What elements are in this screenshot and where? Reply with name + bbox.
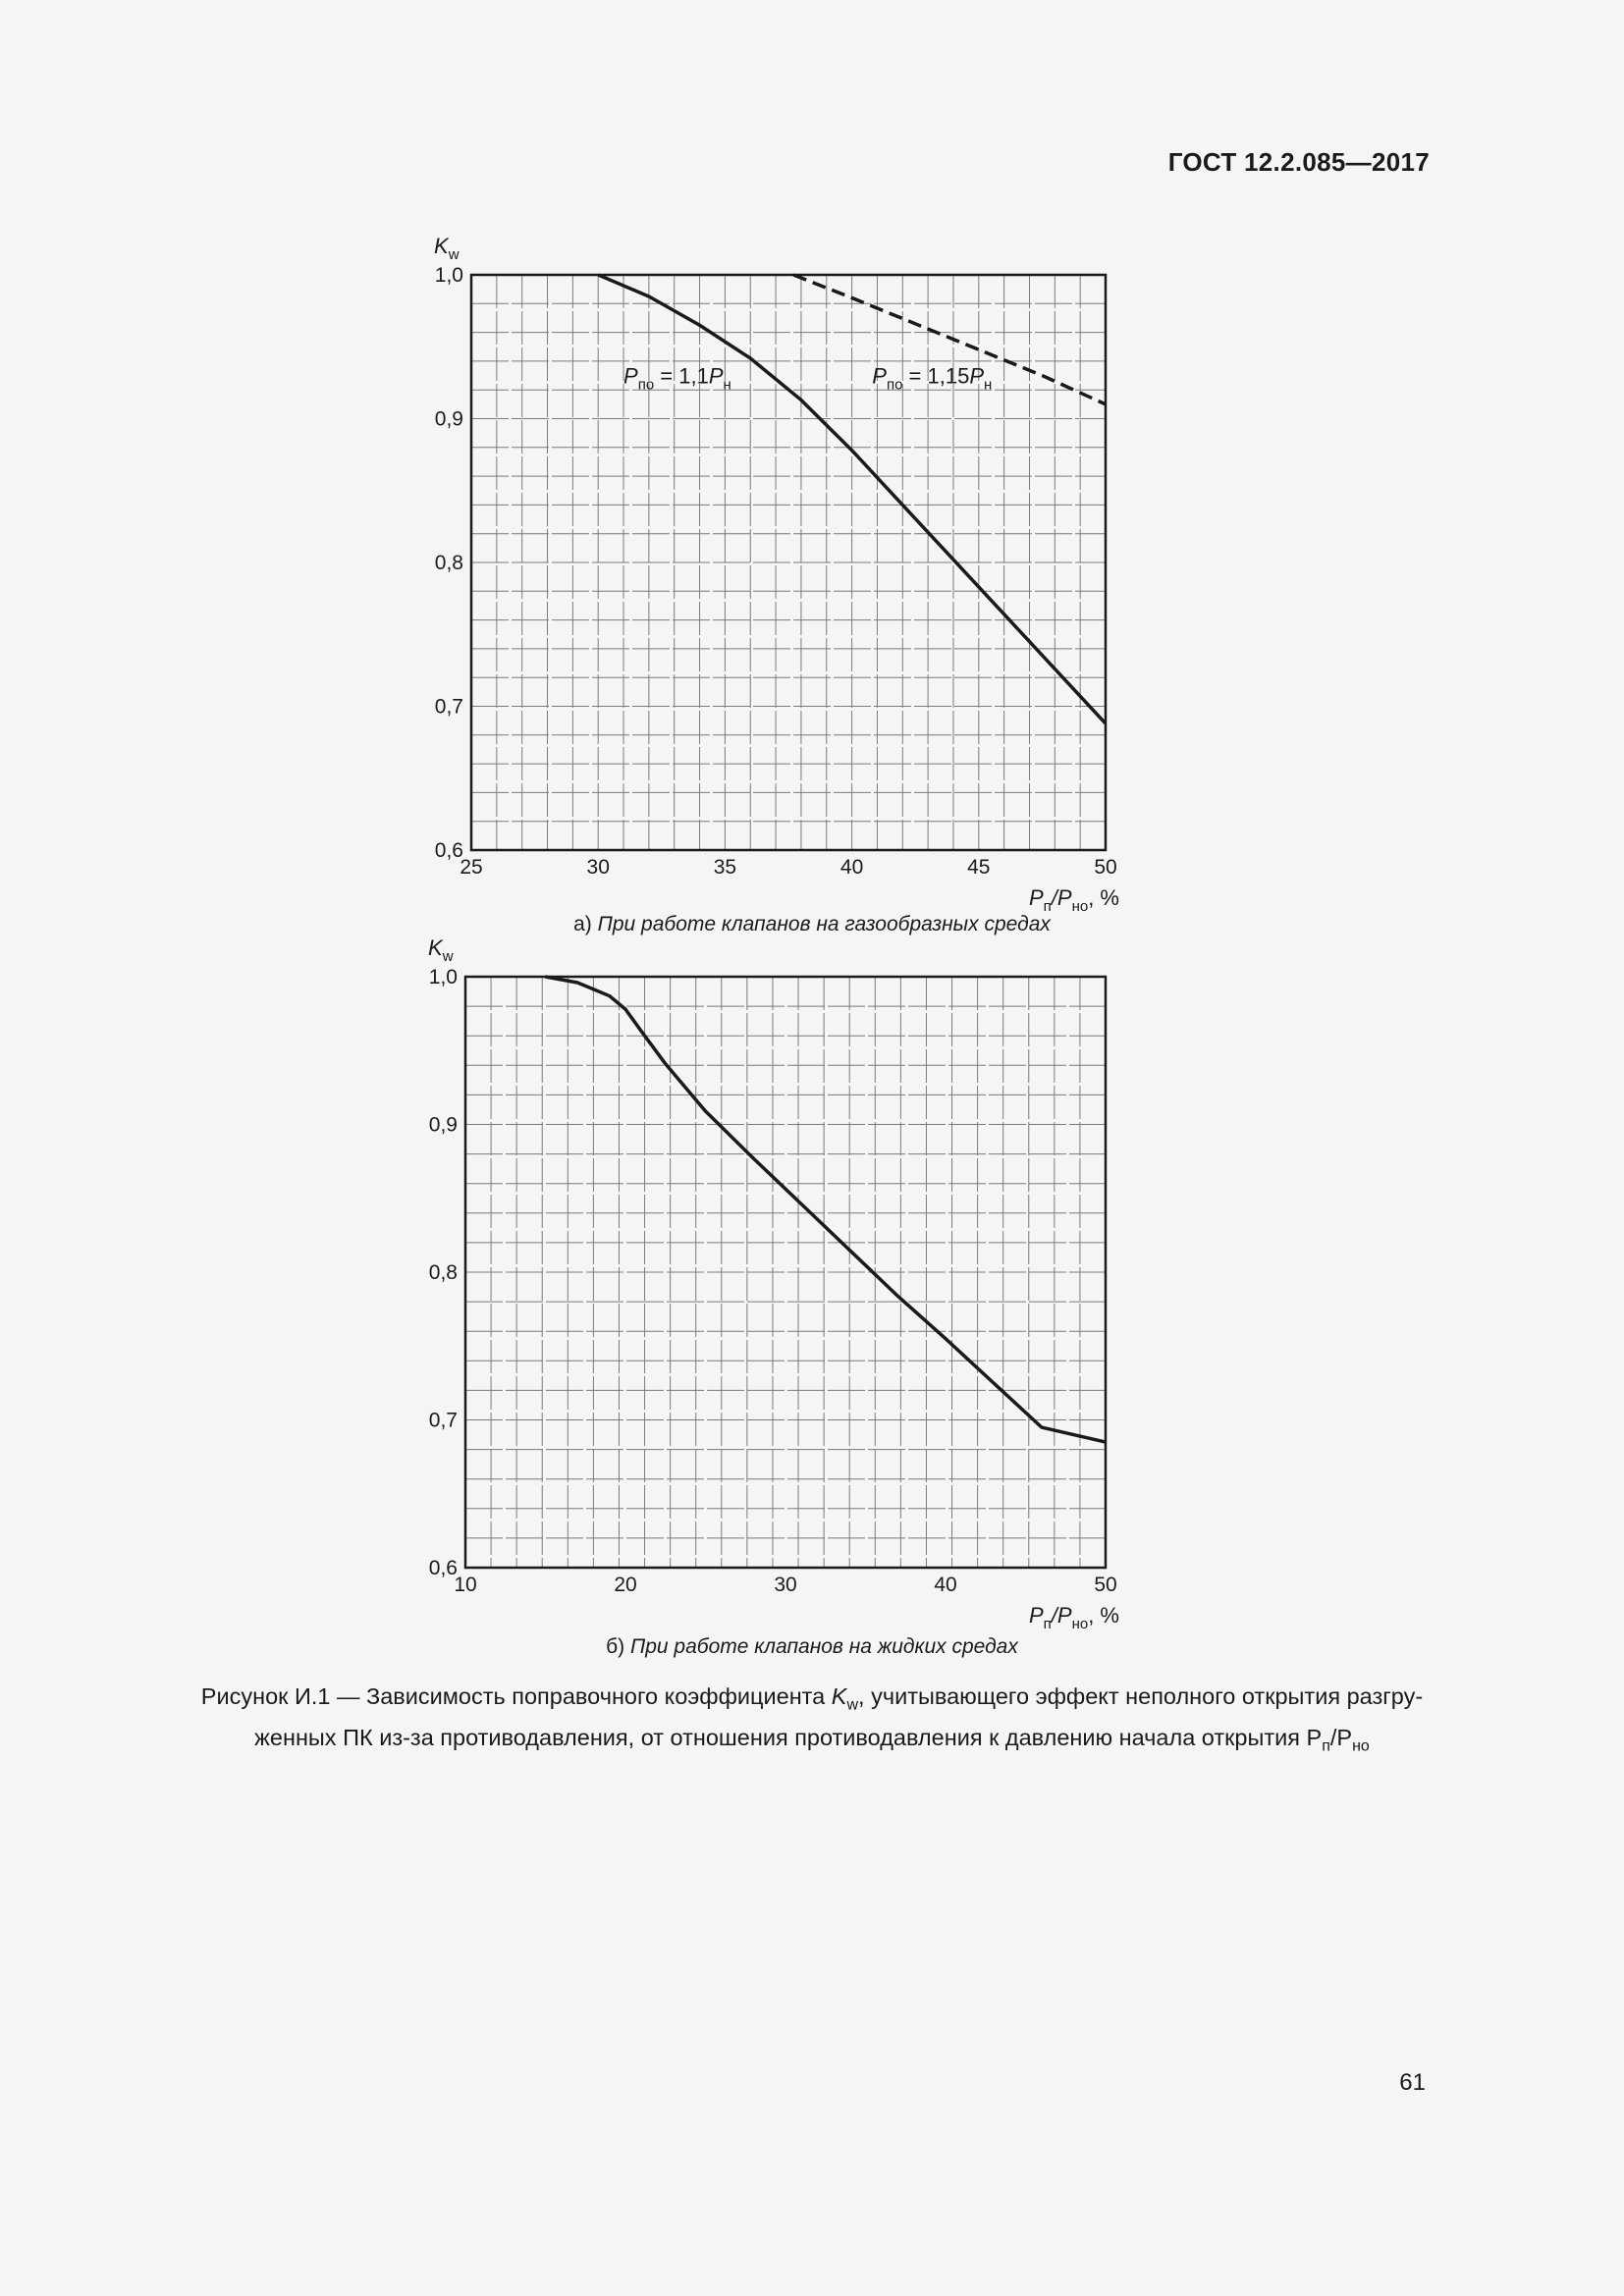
x-axis-title-slash: /P: [1051, 1603, 1072, 1628]
x-tick-label: 40: [934, 1574, 957, 1596]
x-axis-title-slash: /P: [1051, 885, 1072, 910]
series-label-sub: по: [886, 376, 903, 394]
subcaption-b: [0, 1635, 1624, 1659]
x-axis-title-p1: P: [1028, 1603, 1044, 1628]
y-tick-label: 0,8: [428, 1261, 458, 1284]
caption-part-3: женных ПК из-за противодавления, от отношения противодавления к давлению начала открытия Р: [254, 1724, 1323, 1750]
x-tick-label: 50: [1094, 856, 1117, 879]
caption-k-sub: w: [846, 1696, 859, 1714]
chart-b: [0, 918, 1624, 1644]
caption-k: K: [831, 1683, 847, 1709]
x-axis-title-suffix: , %: [1088, 1603, 1119, 1628]
x-tick-label: 35: [713, 856, 737, 879]
caption-p1-sub: п: [1322, 1737, 1330, 1755]
series-label-pn: P: [708, 363, 724, 389]
x-axis-title: [1029, 1603, 1119, 1632]
x-tick-label: 50: [1094, 1574, 1117, 1596]
x-axis-title-p1: P: [1028, 885, 1044, 910]
series-label-pn: P: [969, 363, 985, 389]
x-axis-title-sub1: п: [1043, 898, 1052, 915]
series-line-0: [546, 977, 1107, 1442]
y-axis-title-main: K: [434, 234, 449, 258]
x-tick-label: 45: [967, 856, 991, 879]
y-tick-label: 0,9: [428, 1113, 458, 1137]
y-tick-label: 0,7: [428, 1409, 458, 1432]
y-tick-label: 0,9: [434, 407, 463, 431]
y-axis-title-main: K: [428, 935, 443, 960]
page-number: 61: [1399, 2069, 1426, 2096]
x-tick-label: 25: [460, 856, 483, 879]
caption-slash: /Р: [1329, 1724, 1353, 1750]
y-tick-label: 1,0: [434, 264, 463, 287]
x-tick-label: 30: [586, 856, 610, 879]
y-axis-title: [434, 234, 460, 263]
series-label-sub: по: [637, 376, 655, 394]
grid: [465, 977, 1106, 1568]
y-axis-title-sub: w: [448, 246, 460, 263]
subcaption-b-text: При работе клапанов на жидких средах: [629, 1635, 1018, 1658]
series-label-psub: н: [723, 376, 731, 394]
series-label-1: [872, 364, 992, 394]
y-tick-label: 1,0: [428, 966, 458, 988]
x-axis-title-sub2: но: [1071, 898, 1089, 915]
caption-part-1: Рисунок И.1 — Зависимость поправочного коэффициента: [200, 1683, 832, 1709]
x-axis-title-suffix: , %: [1088, 885, 1119, 910]
x-tick-label: 10: [454, 1574, 477, 1596]
series-label-0: [623, 364, 731, 394]
y-tick-label: 0,8: [434, 552, 463, 574]
subcaption-a-text: При работе клапанов на газообразных средах: [597, 913, 1051, 935]
x-tick-label: 40: [839, 856, 864, 879]
x-axis-title: [1029, 885, 1119, 915]
caption-p2-sub: но: [1352, 1737, 1370, 1755]
series-label-eq: = 1,1: [654, 363, 709, 389]
x-axis-title-sub2: но: [1071, 1616, 1089, 1632]
x-tick-label: 30: [774, 1574, 797, 1596]
series-label-p: P: [872, 363, 887, 389]
series-label-p: P: [623, 363, 638, 389]
y-axis-title-sub: w: [442, 948, 454, 965]
series-label-psub: н: [984, 376, 993, 394]
x-axis-title-sub1: п: [1043, 1616, 1052, 1632]
x-tick-label: 20: [614, 1574, 637, 1596]
caption-part-2: , учитывающего эффект неполного открытия разгру-: [858, 1683, 1424, 1709]
subcaption-b-prefix: б): [606, 1635, 625, 1658]
figure-caption: [118, 1681, 1506, 1762]
chart-a: [0, 216, 1624, 915]
y-tick-label: 0,6: [428, 1557, 458, 1579]
y-tick-label: 0,7: [434, 695, 463, 719]
series-label-eq: = 1,15: [902, 363, 970, 389]
y-axis-title: [428, 935, 454, 965]
y-tick-label: 0,6: [434, 839, 463, 862]
document-header: ГОСТ 12.2.085—2017: [1167, 147, 1430, 177]
subcaption-a-prefix: а): [573, 913, 592, 935]
